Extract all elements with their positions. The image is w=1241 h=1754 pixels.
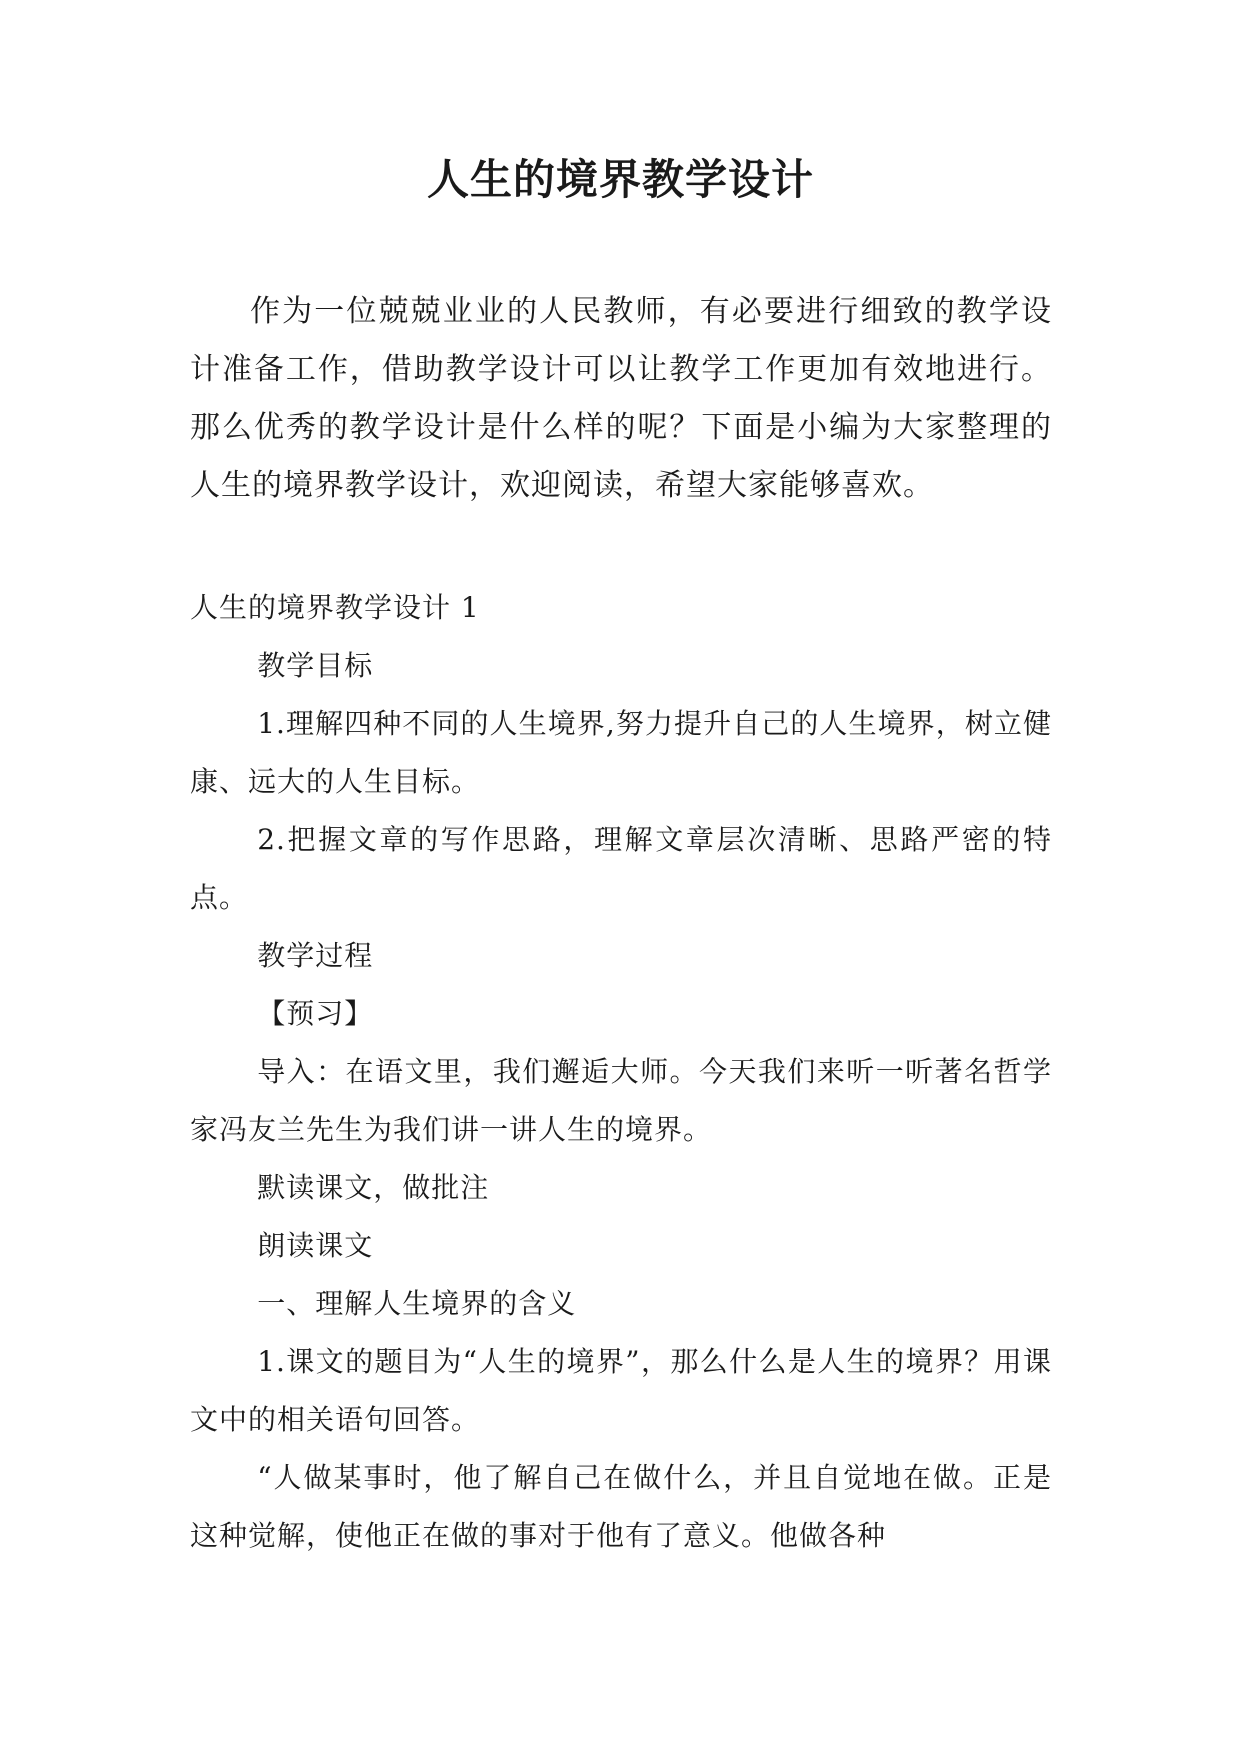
section-heading: 人生的境界教学设计 1 [190, 591, 480, 624]
part-one-heading: 一、理解人生境界的含义 [257, 1287, 577, 1320]
silent-reading-step: 默读课文，做批注 [257, 1171, 490, 1204]
goal-item-2: 2.把握文章的写作思路，理解文章层次清晰、思路严密的特点。 [190, 823, 1052, 914]
intro-paragraph: 作为一位兢兢业业的人民教师，有必要进行细致的教学设计准备工作，借助教学设计可以让教学工作更加有效地进行。那么优秀的教学设计是什么样的呢？下面是小编为大家整理的人生的境界教学设计，欢迎阅读，希望大家能够喜欢。 [190, 294, 1052, 503]
document-title: 人生的境界教学设计 [426, 155, 814, 204]
teaching-goals-heading: 教学目标 [257, 649, 374, 682]
quote-paragraph: “人做某事时，他了解自己在做什么，并且自觉地在做。正是这种觉解，使他正在做的事对于他有了意义。他做各种 [190, 1461, 1052, 1552]
introduction-paragraph: 导入：在语文里，我们邂逅大师。今天我们来听一听著名哲学家冯友兰先生为我们讲一讲人生的境界。 [190, 1055, 1052, 1146]
preview-label: 【预习】 [257, 997, 374, 1030]
teaching-process-heading: 教学过程 [257, 939, 374, 972]
goal-item-1: 1.理解四种不同的人生境界,努力提升自己的人生境界，树立健康、远大的人生目标。 [190, 707, 1052, 798]
read-aloud-step: 朗读课文 [257, 1229, 374, 1262]
document-body [190, 283, 1052, 1565]
question-1: 1.课文的题目为“人生的境界”，那么什么是人生的境界？用课文中的相关语句回答。 [190, 1345, 1052, 1436]
